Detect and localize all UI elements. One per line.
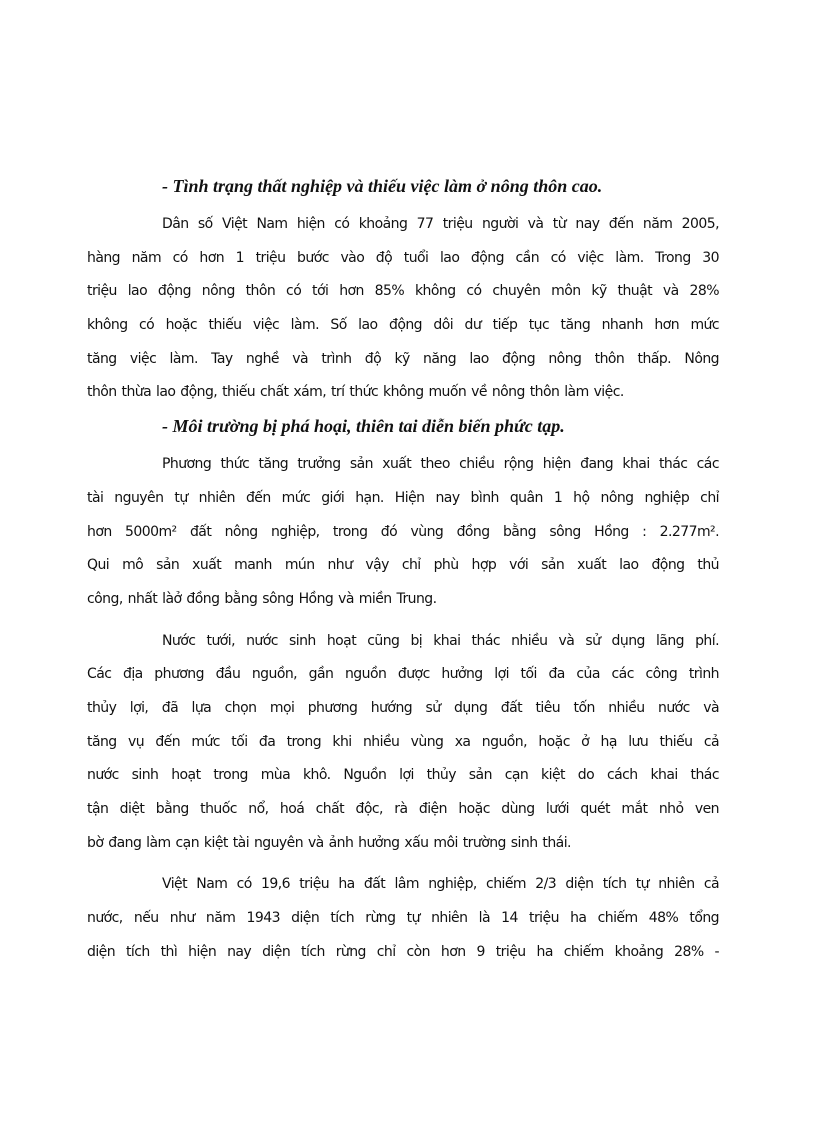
text-line: tăng vụ đến mức tối đa trong khi nhiều vùng xa nguồn, hoặc ở hạ lưu thiếu cả (87, 733, 719, 750)
text-line: hàng năm có hơn 1 triệu bước vào độ tuổi lao động cần có việc làm. Trong 30 (87, 249, 719, 266)
paragraph-water-resources (87, 625, 719, 861)
text-line: Phương thức tăng trưởng sản xuất theo chiều rộng hiện đang khai thác các (162, 456, 719, 473)
text-line: thủy lợi, đã lựa chọn mọi phương hướng sử dụng đất tiêu tốn nhiều nước và (87, 699, 719, 716)
paragraph-population-labor (87, 208, 719, 410)
text-line: Các địa phương đầu nguồn, gần nguồn được hưởng lợi tối đa của các công trình (87, 666, 719, 683)
text-line: Qui mô sản xuất manh mún như vậy chỉ phù hợp với sản xuất lao động thủ (87, 557, 719, 574)
text-line: Nước tưới, nước sinh hoạt cũng bị khai thác nhiều và sử dụng lãng phí. (162, 632, 719, 649)
document-page (87, 170, 719, 969)
text-line: Dân số Việt Nam hiện có khoảng 77 triệu người và từ nay đến năm 2005, (162, 216, 719, 232)
text-line: diện tích thì hiện nay diện tích rừng chỉ còn hơn 9 triệu ha chiếm khoảng 28% - (87, 943, 719, 960)
text-line: tận diệt bằng thuốc nổ, hoá chất độc, rà điện hoặc dùng lưới quét mắt nhỏ ven (87, 801, 719, 817)
text-line: nước, nếu như năm 1943 diện tích rừng tự nhiên là 14 triệu ha chiếm 48% tổng (87, 910, 719, 927)
section-heading-environment: - Môi trường bị phá hoại, thiên tai diễn biến phức tạp. (162, 416, 565, 437)
text-line: bờ đang làm cạn kiệt tài nguyên và ảnh hưởng xấu môi trường sinh thái. (87, 834, 571, 851)
paragraph-growth-model (87, 448, 719, 616)
text-line: tăng việc làm. Tay nghề và trình độ kỹ năng lao động nông thôn thấp. Nông (87, 350, 719, 367)
text-line: không có hoặc thiếu việc làm. Số lao động dôi dư tiếp tục tăng nhanh hơn mức (87, 317, 719, 334)
text-line: tài nguyên tự nhiên đến mức giới hạn. Hiện nay bình quân 1 hộ nông nghiệp chỉ (87, 489, 719, 506)
section-heading-unemployment: - Tình trạng thất nghiệp và thiếu việc làm ở nông thôn cao. (162, 176, 603, 196)
text-line: hơn 5000m² đất nông nghiệp, trong đó vùng đồng bằng sông Hồng : 2.277m². (87, 523, 719, 540)
paragraph-forestry (87, 868, 719, 969)
text-line: Việt Nam có 19,6 triệu ha đất lâm nghiệp, chiếm 2/3 diện tích tự nhiên cả (162, 876, 719, 893)
text-line: thôn thừa lao động, thiếu chất xám, trí thức không muốn về nông thôn làm việc. (87, 384, 624, 401)
text-line: công, nhất làở đồng bằng sông Hồng và miền Trung. (87, 590, 437, 607)
text-line: nước sinh hoạt trong mùa khô. Nguồn lợi thủy sản cạn kiệt do cách khai thác (87, 767, 719, 784)
text-line: triệu lao động nông thôn có tới hơn 85% không có chuyên môn kỹ thuật và 28% (87, 283, 719, 300)
